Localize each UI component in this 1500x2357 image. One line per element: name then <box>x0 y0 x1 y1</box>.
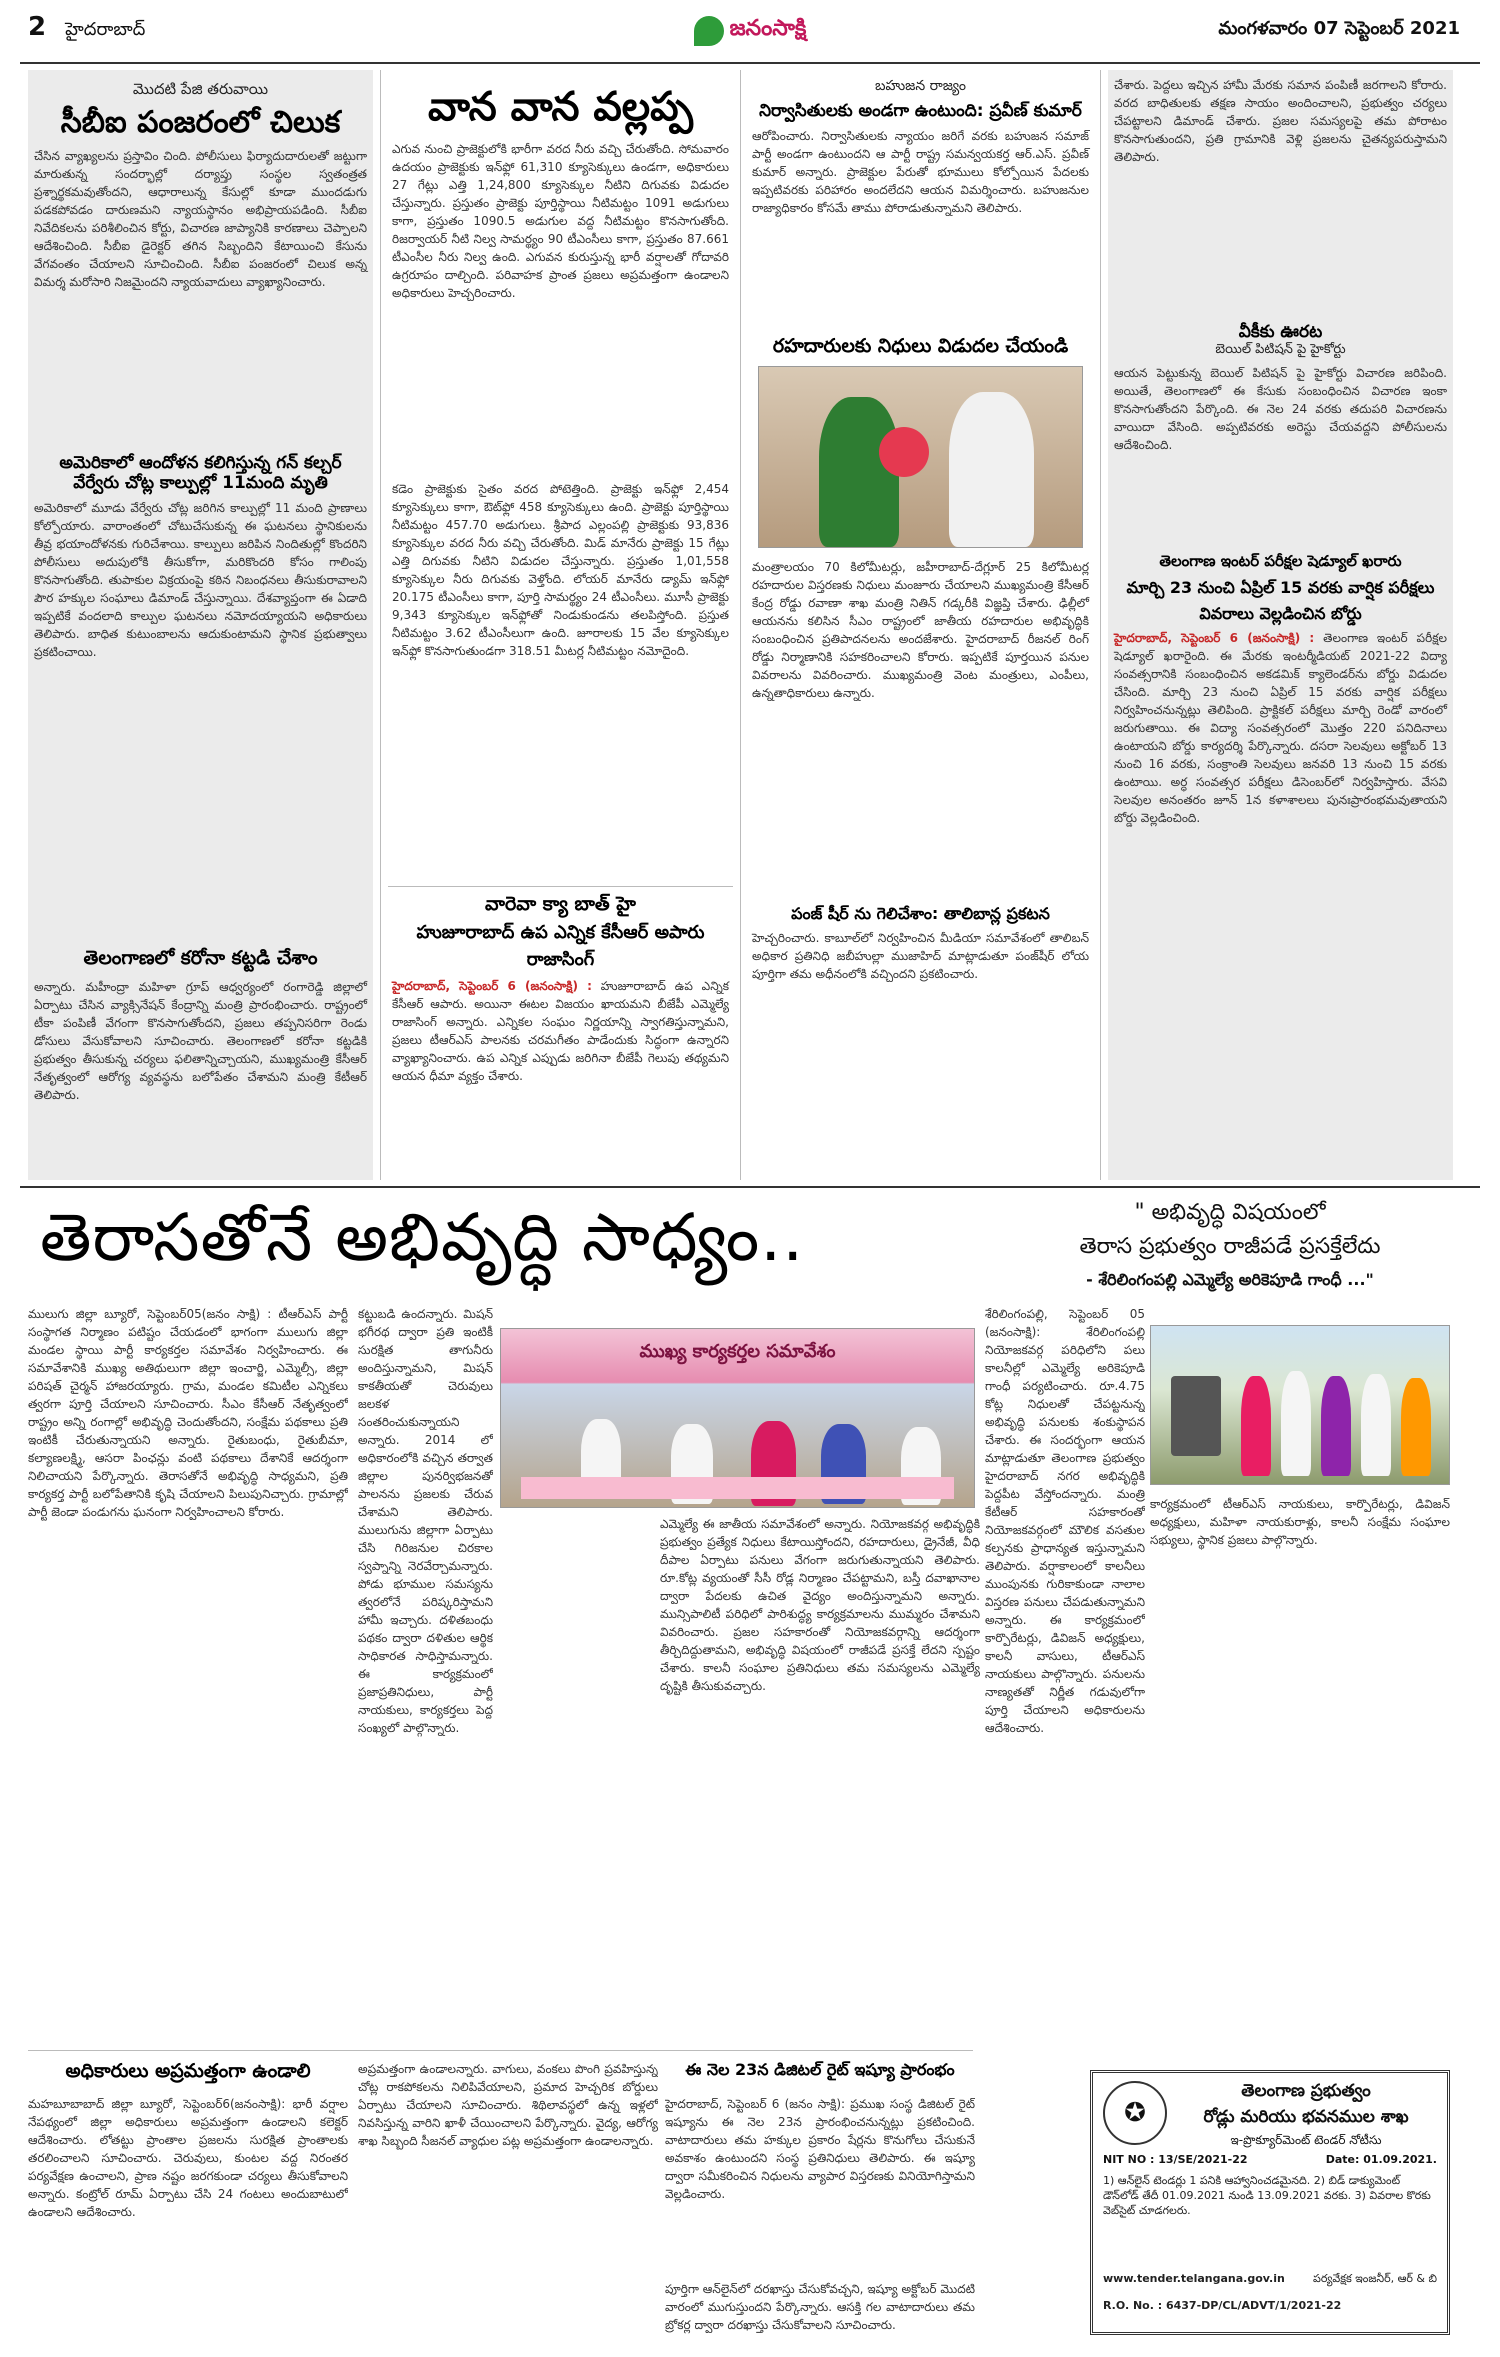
person-figure <box>1401 1378 1431 1476</box>
lower-body-d-continued: కార్యక్రమంలో టీఆర్ఎస్ నాయకులు, కార్పొరేటర్లు, డివిజన్ అధ్యక్షులు, మహిళా నాయకురాళ్లు, కాలనీ సంక్షేమ సంఘాల సభ్యులు, స్థానిక ప్రజలు పాల్గొన్నారు. <box>1150 1497 1450 1547</box>
column-1 <box>28 70 373 1180</box>
col2-body-1: ఎగువ నుంచి ప్రాజెక్టులోకి భారీగా వరద నీరు వచ్చి చేరుతోంది. సోమవారం ఉదయం ప్రాజెక్టుకు ఇన్‌ఫ్లో 61,310 క్యూసెక్కులు ఉండగా, అధికారులు 27 గేట్లు ఎత్తి 1,24,800 క్యూసెక్కుల నీటిని దిగువకు విడుదల చేస్తున్నారు. ప్రస్తుతం ప్రాజెక్టు పూర్తిస్థాయి నీటిమట్టం 1091 అడుగులు కాగా, ప్రస్తుతం 1090.5 అడుగుల వద్ద నీటిమట్టం కొనసాగుతోంది. రిజర్వాయర్ నీటి నిల్వ సామర్థ్యం 90 టీఎంసీలు కాగా, ప్రస్తుతం 87.661 టీఎంసీల నీరు నిల్వ ఉంది. ఎగువన కురుస్తున్న భారీ వర్షాలతో గోదావరి ఉగ్రరూపం దాల్చింది. పరివాహక ప్రాంత ప్రజలు అప్రమత్తంగా ఉండాలని అధికారులు హెచ్చరించారు. <box>392 142 729 300</box>
lower-body-a: ములుగు జిల్లా బ్యూరో, సెప్టెంబర్05(జనం సాక్షి) : టీఆర్ఎస్ పార్టీ సంస్థాగత నిర్మాణం పటిష్టం చేయడంలో భాగంగా ములుగు జిల్లా మండల స్థాయి పార్టీ కార్యకర్తల సమావేశం నిర్వహించారు. ఈ సమావేశానికి ముఖ్య అతిథులుగా జిల్లా ఇంచార్జి, ఎమ్మెల్సీ, జిల్లా పరిషత్ చైర్మన్ హాజరయ్యారు. గ్రామ, మండల కమిటీల ఎన్నికలు త్వరగా పూర్తి చేయాలని సూచించారు. సీఎం కేసీఆర్ నేతృత్వంలో రాష్ట్రం అన్ని రంగాల్లో అభివృద్ధి చెందుతోందని, సంక్షేమ పథకాలు ప్రతి ఇంటికీ చేరుతున్నాయని అన్నారు. రైతుబంధు, రైతుబీమా, కల్యాణలక్ష్మి, ఆసరా పింఛన్లు వంటి పథకాలు దేశానికే ఆదర్శంగా నిలిచాయని పేర్కొన్నారు. తెరాసతోనే అభివృద్ధి సాధ్యమని, ప్రతి కార్యకర్త పార్టీ బలోపేతానికి కృషి చేయాలని పిలుపునిచ్చారు. గ్రామాల్లో పార్టీ జెండా పండుగను ఘనంగా నిర్వహించాలని కోరారు. <box>28 1307 348 1519</box>
col3-subhead-1: రహదారులకు నిధులు విడుదల చేయండి <box>772 335 1069 358</box>
col4-subhead-2-line-2: మార్చి 23 నుంచి ఏప్రిల్ 15 వరకు వార్షిక పరీక్షలు <box>1126 578 1435 598</box>
col4-body-1: చేశారు. పెద్దలు ఇచ్చిన హామీ మేరకు సమాన పంపిణీ జరగాలని కోరారు. వరద బాధితులకు తక్షణ సాయం అందించాలని, ప్రభుత్వం చర్యలు చేపట్టాలని డిమాండ్ చేశారు. ప్రజల సమస్యలపై తమ పోరాటం కొనసాగుతుందని, ప్రతి గ్రామానికి వెళ్లి ప్రజలను చైతన్యపరుస్తామని తెలిపారు. <box>1114 78 1447 164</box>
col4-dateline: హైదరాబాద్, సెప్టెంబర్ 6 (జనంసాక్షి) : <box>1114 630 1315 645</box>
col1-body-2: అమెరికాలో మూడు వేర్వేరు చోట్ల జరిగిన కాల్పుల్లో 11 మంది ప్రాణాలు కోల్పోయారు. వారాంతంలో చోటుచేసుకున్న ఈ ఘటనలు స్థానికులను తీవ్ర భయాందోళనకు గురిచేశాయి. కాల్పులు జరిపిన నిందితుల్లో కొందరిని పోలీసులు అదుపులోకి తీసుకోగా, మరికొందరి కోసం గాలింపు కొనసాగుతోంది. తుపాకుల విక్రయంపై కఠిన నిబంధనలు తీసుకురావాలని పౌర హక్కుల సంఘాలు డిమాండ్ చేస్తున్నాయి. దేశవ్యాప్తంగా ఈ ఏడాది ఇప్పటికే వందలాది కాల్పుల ఘటనలు నమోదయ్యాయని అధికారులు తెలిపారు. బాధిత కుటుంబాలను ఆదుకుంటామని స్థానిక ప్రభుత్వాలు ప్రకటించాయి. <box>34 501 367 660</box>
foundation-stone <box>1171 1376 1221 1456</box>
quote-line-1: " అభివృద్ధి విషయంలో <box>1134 1200 1326 1225</box>
col1-subhead-1: అమెరికాలో ఆందోళన కలిగిస్తున్న గన్ కల్చర్ వేర్వేరు చోట్ల కాల్పుల్లో 11మంది మృతి <box>59 452 342 493</box>
quote-line-2: తెరాస ప్రభుత్వం రాజీపడే ప్రసక్తేలేదు <box>1079 1234 1381 1259</box>
person-figure <box>1281 1371 1311 1476</box>
foundation-stone-photo <box>1150 1325 1450 1485</box>
person-figure <box>1361 1374 1391 1476</box>
col1-body-3: అన్నారు. మహీంద్రా మహిళా గ్రూప్ ఆధ్వర్యంలో రంగారెడ్డి జిల్లాలో ఏర్పాటు చేసిన వ్యాక్సినేషన్ కేంద్రాన్ని మంత్రి ప్రారంభించారు. రాష్ట్రంలో టీకా పంపిణీ వేగంగా కొనసాగుతోందని, ప్రజలు తప్పనిసరిగా రెండు డోసులు వేసుకోవాలని సూచించారు. తెలంగాణలో కరోనా కట్టడికి ప్రభుత్వం తీసుకున్న చర్యలు ఫలితాన్నిచ్చాయని, ముఖ్యమంత్రి కేసీఆర్ నేతృత్వంలో ఆరోగ్య వ్యవస్థను బలోపేతం చేశామని మంత్రి కేటీఆర్ తెలిపారు. <box>34 980 367 1103</box>
col1-headline: సీబీఐ పంజరంలో చిలుక <box>60 105 341 140</box>
col4-body-3: తెలంగాణ ఇంటర్ పరీక్షల షెడ్యూల్ ఖరారైంది. ఈ మేరకు ఇంటర్మీడియట్ 2021-22 విద్యా సంవత్సరానికి సంబంధించిన అకడమిక్ క్యాలెండర్‌ను బోర్డు విడుదల చేసింది. మార్చి 23 నుంచి ఏప్రిల్ 15 వరకు వార్షిక పరీక్షలు నిర్వహించనున్నట్లు తెలిపింది. ప్రాక్టికల్ పరీక్షలు మార్చి రెండో వారంలో జరుగుతాయి. ఈ విద్యా సంవత్సరంలో మొత్తం 220 పనిదినాలు ఉంటాయని బోర్డు కార్యదర్శి పేర్కొన్నారు. దసరా సెలవులు అక్టోబర్ 13 నుంచి 16 వరకు, సంక్రాంతి సెలవులు జనవరి 13 నుంచి 15 వరకు ఉంటాయి. అర్ధ సంవత్సర పరీక్షలు డిసెంబర్‌లో నిర్వహిస్తారు. వేసవి సెలవుల అనంతరం జూన్ 1న కళాశాలలు పునఃప్రారంభమవుతాయని బోర్డు వెల్లడించింది. <box>1114 630 1447 825</box>
logo-leaf-icon <box>694 16 724 46</box>
col1-kicker: మొదటి పేజి తరువాయి <box>132 80 269 98</box>
party-meeting-photo <box>500 1328 975 1508</box>
col2-body-3: హుజూరాబాద్ ఉప ఎన్నిక కేసీఆర్ ఆపారు. అయినా ఈటల విజయం ఖాయమని బీజేపీ ఎమ్మెల్యే రాజాసింగ్ అన్నారు. ఎన్నికల సంఘం నిర్ణయాన్ని స్వాగతిస్తున్నామని, ప్రజలు టీఆర్ఎస్ పాలనకు చరమగీతం పాడేందుకు సిద్ధంగా ఉన్నారని వ్యాఖ్యానించారు. ఉప ఎన్నిక ఎప్పుడు జరిగినా బీజేపీ గెలుపు తథ్యమని ఆయన ధీమా వ్యక్తం చేశారు. <box>392 978 729 1083</box>
banner-headline: తెరాసతోనే అభివృద్ధి సాధ్యం.. <box>40 1199 805 1276</box>
column-divider <box>1100 70 1101 1180</box>
col3-body-3: హెచ్చరించారు. కాబూల్‌లో నిర్వహించిన మీడియా సమావేశంలో తాలిబన్ అధికార ప్రతినిధి జబీహుల్లా ముజాహిద్ మాట్లాడుతూ పంజ్‌షీర్ లోయ పూర్తిగా తమ అధీనంలోకి వచ్చిందని ప్రకటించారు. <box>752 931 1089 982</box>
lower-body-d: శేరిలింగంపల్లి, సెప్టెంబర్ 05 (జనంసాక్షి): శేరిలింగంపల్లి నియోజకవర్గ పరిధిలోని పలు కాలనీల్లో ఎమ్మెల్యే అరికెపూడి గాంధీ పర్యటించారు. రూ.4.75 కోట్ల నిధులతో చేపట్టనున్న అభివృద్ధి పనులకు శంకుస్థాపన చేశారు. ఈ సందర్భంగా ఆయన మాట్లాడుతూ తెలంగాణ ప్రభుత్వం హైదరాబాద్ నగర అభివృద్ధికి పెద్దపీట వేస్తోందన్నారు. మంత్రి కేటీఆర్ సహకారంతో నియోజకవర్గంలో మౌలిక వసతుల కల్పనకు ప్రాధాన్యత ఇస్తున్నామని తెలిపారు. వర్షాకాలంలో కాలనీలు ముంపునకు గురికాకుండా నాలాల విస్తరణ పనులు చేపడుతున్నామని అన్నారు. ఈ కార్యక్రమంలో కార్పొరేటర్లు, డివిజన్ అధ్యక్షులు, కాలనీ వాసులు, టీఆర్ఎస్ నాయకులు పాల్గొన్నారు. పనులను నాణ్యతతో నిర్ణీత గడువులోగా పూర్తి చేయాలని అధికారులను ఆదేశించారు. <box>985 1307 1145 1735</box>
photo-table <box>521 1477 954 1499</box>
col4-subhead-2-line-1: తెలంగాణ ఇంటర్ పరీక్షల షెడ్యూల్ ఖరారు <box>1159 552 1402 571</box>
column-divider <box>380 70 381 1180</box>
lower-body-b: కట్టుబడి ఉందన్నారు. మిషన్ భగీరథ ద్వారా ప్రతి ఇంటికీ సురక్షిత తాగునీరు అందిస్తున్నామని, మిషన్ కాకతీయతో చెరువులు జలకళ సంతరించుకున్నాయని అన్నారు. 2014 లో అధికారంలోకి వచ్చిన తర్వాత జిల్లాల పునర్విభజనతో పాలనను ప్రజలకు చేరువ చేశామని తెలిపారు. ములుగును జిల్లాగా ఏర్పాటు చేసి గిరిజనుల చిరకాల స్వప్నాన్ని నెరవేర్చామన్నారు. పోడు భూముల సమస్యను త్వరలోనే పరిష్కరిస్తామని హామీ ఇచ్చారు. దళితబంధు పథకం ద్వారా దళితుల ఆర్థిక సాధికారత సాధిస్తామన్నారు. ఈ కార్యక్రమంలో ప్రజాప్రతినిధులు, పార్టీ నాయకులు, కార్యకర్తలు పెద్ద సంఖ్యలో పాల్గొన్నారు. <box>358 1307 493 1735</box>
col4-subhead-2-line-3: వివరాలు వెల్లడించిన బోర్డు <box>1199 603 1362 623</box>
col2-subhead-line-2: హుజూరాబాద్ ఉప ఎన్నిక కేసీఆర్ అపారు <box>416 921 705 943</box>
col4-body-2: ఆయన పెట్టుకున్న బెయిల్ పిటిషన్ పై హైకోర్టు విచారణ జరిపింది. అయితే, తెలంగాణలో ఈ కేసుకు సంబంధించిన విచారణ ఇంకా కొనసాగుతోందని పేర్కొంది. ఈ నెల 24 వరకు తదుపరి విచారణను వాయిదా వేసింది. అప్పటివరకు అరెస్టు చేయవద్దని పోలీసులను ఆదేశించింది. <box>1114 366 1447 453</box>
ad-nit-row <box>1103 2153 1437 2166</box>
col3-kicker: బహుజన రాజ్యం <box>875 78 966 94</box>
page-header-left <box>28 12 145 44</box>
col2-body-2: కడెం ప్రాజెక్టుకు సైతం వరద పోటెత్తింది. ప్రాజెక్టు ఇన్‌ఫ్లో 2,454 క్యూసెక్కులు కాగా, ఔట్‌ఫ్లో 458 క్యూసెక్కులు ఉంది. ప్రాజెక్టు పూర్తిస్థాయి నీటిమట్టం 457.70 అడుగులు. శ్రీపాద ఎల్లంపల్లి ప్రాజెక్టుకు 93,836 క్యూసెక్కుల వరద నీరు వచ్చి చేరుతోంది. మిడ్ మానేరు ప్రాజెక్టు 15 గేట్లు ఎత్తి దిగువకు నీటిని విడుదల చేస్తున్నారు. ప్రస్తుతం 1,01,558 క్యూసెక్కుల నీరు దిగువకు వెళ్తోంది. లోయర్ మానేరు డ్యామ్ ఇన్‌ఫ్లో 20.175 టీఎంసీలు కాగా, పూర్తి సామర్థ్యం 24 టీఎంసీలు. మూసీ ప్రాజెక్టు 9,343 క్యూసెక్కుల ఇన్‌ఫ్లోతో నిండుకుండను తలపిస్తోంది. ప్రస్తుత నీటిమట్టం 3.62 టీఎంసీలుగా ఉంది. జూరాలకు 15 వేల క్యూసెక్కుల ఇన్‌ఫ్లో కొనసాగుతుండగా 318.51 మీటర్ల నీటిమట్టం నమోదైంది. <box>392 482 729 658</box>
tender-notice-ad <box>1090 2070 1450 2335</box>
column-2 <box>388 70 733 1180</box>
column-divider <box>740 70 741 1180</box>
lower-body-c: ఎమ్మెల్యే ఈ జాతీయ సమావేశంలో అన్నారు. నియోజకవర్గ అభివృద్ధికి ప్రభుత్వం ప్రత్యేక నిధులు కేటాయిస్తోందని, రహదారులు, డ్రైనేజీ, వీధి దీపాల ఏర్పాటు పనులు వేగంగా జరుగుతున్నాయని తెలిపారు. రూ.కోట్ల వ్యయంతో సీసీ రోడ్ల నిర్మాణం చేపట్టామని, బస్తీ దవాఖానాల ద్వారా పేదలకు ఉచిత వైద్యం అందిస్తున్నామని అన్నారు. మున్సిపాలిటీ పరిధిలో పారిశుద్ధ్య కార్యక్రమాలను ముమ్మరం చేశామని వివరించారు. ప్రజల సహకారంతో నియోజకవర్గాన్ని ఆదర్శంగా తీర్చిదిద్దుతామని, అభివృద్ధి విషయంలో రాజీపడే ప్రసక్తే లేదని స్పష్టం చేశారు. కాలనీ సంఘాల ప్రతినిధులు తమ సమస్యలను ఎమ్మెల్యే దృష్టికి తీసుకువచ్చారు. <box>660 1517 980 1693</box>
person-figure <box>819 397 899 547</box>
col2-dateline: హైదరాబాద్, సెప్టెంబర్ 6 (జనంసాక్షి) : <box>392 978 592 993</box>
person-figure <box>949 392 1034 547</box>
ad-title-2: రోడ్లు మరియు భవనముల శాఖ <box>1203 2107 1409 2127</box>
ad-signature: పర్యవేక్షక ఇంజనీర్, ఆర్ & బి <box>1313 2272 1437 2285</box>
photo-banner-text: ముఖ్య కార్యకర్తల సమావేశం <box>639 1341 836 1362</box>
ad-nit-number: NIT NO : 13/SE/2021-22 <box>1103 2153 1248 2166</box>
col2-subhead-line-3: రాజాసింగ్ <box>526 949 595 971</box>
lower-divider <box>28 2050 973 2051</box>
col3-body-2: మంత్రాలయం 70 కిలోమీటర్లు, జహీరాబాద్-దేగ్లూర్ 25 కిలోమీటర్ల రహదారుల విస్తరణకు నిధులు మంజూరు చేయాలని ముఖ్యమంత్రి కేసీఆర్ కేంద్ర రోడ్డు రవాణా శాఖ మంత్రి నితిన్ గడ్కరీకి విజ్ఞప్తి చేశారు. ఢిల్లీలో ఆయనను కలిసిన సీఎం రాష్ట్రంలో జాతీయ రహదారుల అభివృద్ధికి సంబంధించిన ప్రతిపాదనలను అందజేశారు. హైదరాబాద్ రీజనల్ రింగ్ రోడ్డు నిర్మాణానికి సహకరించాలని కోరారు. ఇప్పటికే పూర్తయిన పనుల వివరాలను వివరించారు. ముఖ్యమంత్రి వెంట మంత్రులు, ఎంపీలు, ఉన్నతాధికారులు ఉన్నారు. <box>752 560 1089 701</box>
col2-headline: వాన వాన వల్లప్ప <box>427 84 694 130</box>
section-rule <box>20 1186 1480 1188</box>
col4-subhead-1-line-2: బెయిల్ పిటిషన్ పై హైకోర్టు <box>1215 342 1346 358</box>
ad-date: Date: 01.09.2021. <box>1325 2153 1437 2166</box>
quote-line-3: - శేరిలింగంపల్లి ఎమ్మెల్యే అరికెపూడి గాంధీ ..." <box>1086 1270 1374 1289</box>
ad-title-3: ఇ-ప్రొక్యూర్‌మెంట్ టెండర్ నోటీసు <box>1230 2133 1382 2147</box>
ad-title-1: తెలంగాణ ప్రభుత్వం <box>1241 2081 1371 2101</box>
col2-subhead-line-1: వారెవా క్యా బాత్ హై <box>485 893 636 915</box>
city-label: హైదరాబాద్ <box>65 19 146 40</box>
column-4 <box>1108 70 1453 1180</box>
bottom-body-e: మహబూబాబాద్ జిల్లా బ్యూరో, సెప్టెంబర్6(జనంసాక్షి): భారీ వర్షాల నేపథ్యంలో జిల్లా అధికారులు అప్రమత్తంగా ఉండాలని కలెక్టర్ ఆదేశించారు. లోతట్టు ప్రాంతాల ప్రజలను సురక్షిత ప్రాంతాలకు తరలించాలని సూచించారు. చెరువులు, కుంటల వద్ద నిరంతర పర్యవేక్షణ ఉంచాలని, ప్రాణ నష్టం జరగకుండా చర్యలు తీసుకోవాలని అన్నారు. కంట్రోల్ రూమ్ ఏర్పాటు చేసి 24 గంటలు అందుబాటులో ఉండాలని ఆదేశించారు. <box>28 2097 348 2219</box>
emblem-icon: ✪ <box>1103 2081 1167 2145</box>
masthead-rule <box>20 62 1480 64</box>
logo-text: జనంసాక్షి <box>729 16 807 41</box>
ad-body: 1) ఆన్‌లైన్ టెండర్లు 1 పనికి ఆహ్వానించడమైనది. 2) బిడ్ డాక్యుమెంట్ డౌన్‌లోడ్ తేదీ 01.09.2021 నుండి 13.09.2021 వరకు. 3) వివరాల కొరకు వెబ్‌సైట్ చూడగలరు. <box>1103 2174 1431 2217</box>
col4-subhead-1-line-1: వీకీకు ఊరట <box>1238 322 1323 342</box>
bouquet <box>879 427 929 477</box>
bottom-body-g: హైదరాబాద్, సెప్టెంబర్ 6 (జనం సాక్షి): ప్రముఖ సంస్థ డిజిటల్ రైట్ ఇష్యూను ఈ నెల 23న ప్రారంభించనున్నట్లు ప్రకటించింది. వాటాదారులు తమ హక్కుల ప్రకారం షేర్లను కొనుగోలు చేసుకునే అవకాశం ఉంటుందని సంస్థ ప్రతినిధులు తెలిపారు. ఈ ఇష్యూ ద్వారా సమీకరించిన నిధులను వ్యాపార విస్తరణకు వినియోగిస్తామని వెల్లడించారు. <box>665 2097 975 2201</box>
column-3 <box>748 70 1093 1180</box>
issue-date: మంగళవారం 07 సెప్టెంబర్ 2021 <box>1218 18 1460 39</box>
col1-subhead-2: తెలంగాణలో కరోనా కట్టడి చేశాం <box>83 947 318 970</box>
bottom-subhead-1: అధికారులు అప్రమత్తంగా ఉండాలి <box>65 2060 311 2082</box>
col1-body-1: చేసిన వ్యాఖ్యలను ప్రస్తావిం చింది. పోలీసులు ఫిర్యాదుదారులతో జట్టుగా మారుతున్న సందర్భాల్లో దర్యాప్తు సంస్థల స్వతంత్రత ప్రశ్నార్థకమవుతోందని, ఆధారాలున్న కేసుల్లో కూడా ముందడుగు పడకపోవడం దారుణమని న్యాయస్థానం అభిప్రాయపడింది. సీబీఐ నివేదికలను పరిశీలించిన కోర్టు, విచారణ జాప్యానికి కారణాలు చెప్పాలని ఆదేశించింది. సీబీఐ డైరెక్టర్ తగిన సిబ్బందిని కేటాయించి కేసును వేగవంతం చేయాలని సూచించింది. సీబీఐ పంజరంలో చిలుక అన్న విమర్శ మరోసారి నిజమైందని న్యాయవాదులు వ్యాఖ్యానించారు. <box>34 148 367 289</box>
pull-quote <box>985 1200 1475 1293</box>
bottom-subhead-2: ఈ నెల 23న డిజిటల్ రైట్ ఇష్యూ ప్రారంభం <box>685 2060 955 2079</box>
ad-website: www.tender.telangana.gov.in <box>1103 2272 1285 2285</box>
page-number: 2 <box>28 12 47 42</box>
col3-subhead-2: పంజ్ షీర్ ను గెలిచేశాం: తాలిబాన్ల ప్రకటన <box>791 904 1050 924</box>
ad-ro-number: R.O. No. : 6437-DP/CL/ADVT/1/2021-22 <box>1103 2299 1342 2312</box>
col2-divider <box>388 886 733 887</box>
meeting-photo <box>758 366 1083 548</box>
person-figure <box>1241 1376 1271 1476</box>
bottom-body-f: అప్రమత్తంగా ఉండాలన్నారు. వాగులు, వంకలు పొంగి ప్రవహిస్తున్న చోట్ల రాకపోకలను నిలిపివేయాలని, ప్రమాద హెచ్చరిక బోర్డులు ఏర్పాటు చేయాలని సూచించారు. శిథిలావస్థలో ఉన్న ఇళ్లలో నివసిస్తున్న వారిని ఖాళీ చేయించాలని పేర్కొన్నారు. వైద్య, ఆరోగ్య శాఖ సిబ్బంది సీజనల్ వ్యాధుల పట్ల అప్రమత్తంగా ఉండాలన్నారు. <box>358 2062 658 2148</box>
bottom-body-h: పూర్తిగా ఆన్‌లైన్‌లో దరఖాస్తు చేసుకోవచ్చని, ఇష్యూ అక్టోబర్ మొదటి వారంలో ముగుస్తుందని పేర్కొన్నారు. ఆసక్తి గల వాటాదారులు తమ బ్రోకర్ల ద్వారా దరఖాస్తు చేసుకోవాలని సూచించారు. <box>665 2282 975 2332</box>
newspaper-logo <box>660 8 840 54</box>
person-figure <box>1321 1376 1351 1476</box>
col3-body-1: ఆరోపించారు. నిర్వాసితులకు న్యాయం జరిగే వరకు బహుజన సమాజ్ పార్టీ అండగా ఉంటుందని ఆ పార్టీ రాష్ట్ర సమన్వయకర్త ఆర్.ఎస్. ప్రవీణ్ కుమార్ అన్నారు. ప్రాజెక్టుల పేరుతో భూములు కోల్పోయిన పేదలకు ఇప్పటివరకు పరిహారం అందలేదని ఆయన విమర్శించారు. బహుజనుల రాజ్యాధికారం కోసమే తాము పోరాడుతున్నామని తెలిపారు. <box>752 129 1089 216</box>
col3-headline: నిర్వాసితులకు అండగా ఉంటుంది: ప్రవీణ్ కుమార్ <box>759 101 1082 121</box>
